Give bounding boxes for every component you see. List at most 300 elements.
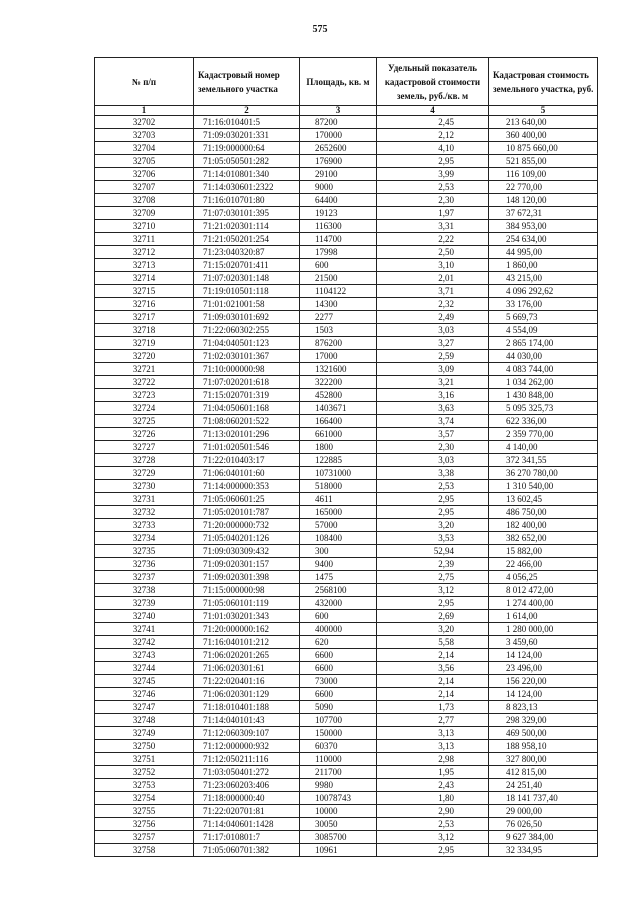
table-row [95,324,598,337]
specific-value-cell: 2,14 [377,649,489,662]
row-number-cell: 32713 [95,259,194,272]
cadastral-value-cell: 4 554,09 [489,324,598,337]
specific-value-cell: 2,22 [377,233,489,246]
page-number: 575 [312,24,328,35]
cadastral-value-cell: 2 359 770,00 [489,428,598,441]
cadastral-value-cell: 412 815,00 [489,766,598,779]
area-cell: 452800 [300,389,377,402]
cadastral-value-cell: 8 012 472,00 [489,584,598,597]
cadastral-value-cell: 23 496,00 [489,662,598,675]
cadastral-value-cell: 1 310 540,00 [489,480,598,493]
area-cell: 9000 [300,181,377,194]
row-number-cell: 32735 [95,545,194,558]
cadastral-number-cell: 71:16:010401:5 [194,116,300,129]
area-cell: 432000 [300,597,377,610]
specific-value-cell: 2,12 [377,129,489,142]
table-row [95,142,598,155]
specific-value-cell: 2,53 [377,818,489,831]
cadastral-number-cell: 71:05:060601:25 [194,493,300,506]
table-row [95,480,598,493]
row-number-cell: 32722 [95,376,194,389]
header-row [95,58,598,106]
specific-value-cell: 1,97 [377,207,489,220]
cadastral-value-cell: 15 882,00 [489,545,598,558]
area-cell: 10731000 [300,467,377,480]
table-row [95,688,598,701]
area-cell: 661000 [300,428,377,441]
table-row [95,818,598,831]
table-row [95,259,598,272]
area-cell: 1403671 [300,402,377,415]
area-cell: 2652600 [300,142,377,155]
table-row [95,220,598,233]
cadastral-value-cell: 37 672,31 [489,207,598,220]
specific-value-cell: 2,53 [377,181,489,194]
area-cell: 1503 [300,324,377,337]
specific-value-cell: 2,95 [377,844,489,857]
cadastral-number-cell: 71:22:020401:16 [194,675,300,688]
table-row [95,675,598,688]
specific-value-cell: 3,38 [377,467,489,480]
cadastral-number-cell: 71:15:000000:98 [194,584,300,597]
area-cell: 29100 [300,168,377,181]
cadastral-number-cell: 71:05:060101:119 [194,597,300,610]
cadastral-number-cell: 71:04:040501:123 [194,337,300,350]
cadastral-number-cell: 71:06:020201:265 [194,649,300,662]
specific-value-cell: 3,71 [377,285,489,298]
cadastral-value-cell: 622 336,00 [489,415,598,428]
row-number-cell: 32731 [95,493,194,506]
specific-value-cell: 2,53 [377,480,489,493]
row-number-cell: 32726 [95,428,194,441]
area-cell: 17998 [300,246,377,259]
specific-value-cell: 3,53 [377,532,489,545]
area-cell: 14300 [300,298,377,311]
specific-value-cell: 3,13 [377,740,489,753]
cadastral-number-cell: 71:07:020201:618 [194,376,300,389]
table-row [95,805,598,818]
cadastral-value-cell: 182 400,00 [489,519,598,532]
table-row [95,376,598,389]
specific-value-cell: 3,10 [377,259,489,272]
cadastral-value-cell: 3 459,60 [489,636,598,649]
area-cell: 2568100 [300,584,377,597]
cadastral-value-cell: 382 652,00 [489,532,598,545]
cadastral-number-cell: 71:21:050201:254 [194,233,300,246]
cadastral-number-cell: 71:14:040101:43 [194,714,300,727]
cadastral-number-cell: 71:16:010701:80 [194,194,300,207]
row-number-cell: 32750 [95,740,194,753]
area-cell: 9400 [300,558,377,571]
table-row [95,272,598,285]
specific-value-cell: 3,16 [377,389,489,402]
area-cell: 17000 [300,350,377,363]
table-row [95,129,598,142]
row-number-cell: 32751 [95,753,194,766]
row-number-cell: 32756 [95,818,194,831]
table-row [95,623,598,636]
cadastral-value-cell: 1 430 848,00 [489,389,598,402]
column-number: 1 [95,106,194,116]
area-cell: 620 [300,636,377,649]
cadastral-number-cell: 71:01:021001:58 [194,298,300,311]
table-row [95,831,598,844]
cadastral-value-cell: 469 500,00 [489,727,598,740]
specific-value-cell: 2,39 [377,558,489,571]
cadastral-value-cell: 521 855,00 [489,155,598,168]
cadastral-value-cell: 8 823,13 [489,701,598,714]
area-cell: 170000 [300,129,377,142]
specific-value-cell: 3,63 [377,402,489,415]
row-number-cell: 32720 [95,350,194,363]
table-row [95,337,598,350]
row-number-cell: 32705 [95,155,194,168]
row-number-cell: 32754 [95,792,194,805]
table-row [95,428,598,441]
area-cell: 400000 [300,623,377,636]
area-cell: 9980 [300,779,377,792]
cadastral-number-cell: 71:01:020501:546 [194,441,300,454]
cadastral-number-cell: 71:14:000000:353 [194,480,300,493]
table-row [95,389,598,402]
cadastral-value-cell: 1 034 262,00 [489,376,598,389]
cadastral-number-cell: 71:22:020701:81 [194,805,300,818]
cadastral-number-cell: 71:09:030101:692 [194,311,300,324]
cadastral-value-cell: 372 341,55 [489,454,598,467]
cadastral-value-cell: 24 251,40 [489,779,598,792]
area-cell: 19123 [300,207,377,220]
cadastral-number-cell: 71:12:050211:116 [194,753,300,766]
cadastral-value-cell: 327 800,00 [489,753,598,766]
cadastral-value-cell: 33 176,00 [489,298,598,311]
cadastral-number-cell: 71:23:040320:87 [194,246,300,259]
cadastral-value-cell: 148 120,00 [489,194,598,207]
row-number-cell: 32707 [95,181,194,194]
area-cell: 73000 [300,675,377,688]
table-row [95,610,598,623]
table-row [95,636,598,649]
specific-value-cell: 2,75 [377,571,489,584]
row-number-cell: 32749 [95,727,194,740]
cadastral-value-cell: 1 280 000,00 [489,623,598,636]
area-cell: 876200 [300,337,377,350]
table-row [95,168,598,181]
cadastral-number-cell: 71:15:020701:411 [194,259,300,272]
row-number-cell: 32712 [95,246,194,259]
row-number-cell: 32742 [95,636,194,649]
specific-value-cell: 2,59 [377,350,489,363]
cadastral-number-cell: 71:05:060701:382 [194,844,300,857]
specific-value-cell: 3,12 [377,584,489,597]
table-row [95,441,598,454]
cadastral-value-cell: 43 215,00 [489,272,598,285]
area-cell: 6600 [300,662,377,675]
cadastral-value-cell: 36 270 780,00 [489,467,598,480]
cadastral-number-cell: 71:06:040101:60 [194,467,300,480]
row-number-cell: 32740 [95,610,194,623]
row-number-cell: 32704 [95,142,194,155]
cadastral-number-cell: 71:09:020301:398 [194,571,300,584]
area-cell: 122885 [300,454,377,467]
cadastral-value-cell: 298 329,00 [489,714,598,727]
cadastral-number-cell: 71:14:040601:1428 [194,818,300,831]
table-row [95,727,598,740]
area-cell: 60370 [300,740,377,753]
cadastral-value-cell: 29 000,00 [489,805,598,818]
row-number-cell: 32752 [95,766,194,779]
cadastral-number-cell: 71:14:010801:340 [194,168,300,181]
table-row [95,584,598,597]
specific-value-cell: 1,73 [377,701,489,714]
table-row [95,194,598,207]
cadastral-value-cell: 32 334,95 [489,844,598,857]
row-number-cell: 32743 [95,649,194,662]
area-cell: 57000 [300,519,377,532]
row-number-cell: 32716 [95,298,194,311]
specific-value-cell: 2,01 [377,272,489,285]
cadastral-value-cell: 44 995,00 [489,246,598,259]
area-cell: 30050 [300,818,377,831]
table-row [95,701,598,714]
specific-value-cell: 3,12 [377,831,489,844]
cadastral-number-cell: 71:02:030101:367 [194,350,300,363]
row-number-cell: 32727 [95,441,194,454]
cadastral-number-cell: 71:18:010401:188 [194,701,300,714]
specific-value-cell: 3,57 [377,428,489,441]
specific-value-cell: 2,14 [377,675,489,688]
cadastral-value-cell: 4 056,25 [489,571,598,584]
table-row [95,311,598,324]
cadastral-value-cell: 1 860,00 [489,259,598,272]
cadastral-number-cell: 71:21:020301:114 [194,220,300,233]
row-number-cell: 32706 [95,168,194,181]
cadastral-number-cell: 71:16:040101:212 [194,636,300,649]
cadastral-value-cell: 9 627 384,00 [489,831,598,844]
cadastral-number-cell: 71:05:020101:787 [194,506,300,519]
column-number-row [95,106,598,116]
area-cell: 6600 [300,688,377,701]
cadastral-number-cell: 71:06:020301:61 [194,662,300,675]
specific-value-cell: 3,27 [377,337,489,350]
table-row [95,506,598,519]
specific-value-cell: 3,20 [377,519,489,532]
area-cell: 165000 [300,506,377,519]
cadastral-value-cell: 188 958,10 [489,740,598,753]
cadastral-value-cell: 213 640,00 [489,116,598,129]
area-cell: 1475 [300,571,377,584]
row-number-cell: 32730 [95,480,194,493]
table-row [95,285,598,298]
table-header [95,58,598,116]
row-number-cell: 32702 [95,116,194,129]
row-number-cell: 32739 [95,597,194,610]
specific-value-cell: 3,99 [377,168,489,181]
table-body [95,116,598,857]
area-cell: 6600 [300,649,377,662]
cadastral-number-cell: 71:20:000000:162 [194,623,300,636]
table-row [95,558,598,571]
table-row [95,298,598,311]
area-cell: 2277 [300,311,377,324]
specific-value-cell: 2,90 [377,805,489,818]
area-cell: 1800 [300,441,377,454]
row-number-cell: 32715 [95,285,194,298]
area-cell: 211700 [300,766,377,779]
cadastral-number-cell: 71:01:030201:343 [194,610,300,623]
specific-value-cell: 3,21 [377,376,489,389]
cadastral-number-cell: 71:22:060302:255 [194,324,300,337]
table-row [95,246,598,259]
specific-value-cell: 2,32 [377,298,489,311]
area-cell: 600 [300,610,377,623]
cadastral-number-cell: 71:07:020301:148 [194,272,300,285]
cadastral-number-cell: 71:09:030201:331 [194,129,300,142]
specific-value-cell: 1,80 [377,792,489,805]
cadastral-value-cell: 116 109,00 [489,168,598,181]
row-number-cell: 32724 [95,402,194,415]
row-number-cell: 32737 [95,571,194,584]
cadastral-number-cell: 71:09:020301:157 [194,558,300,571]
row-number-cell: 32738 [95,584,194,597]
table-row [95,740,598,753]
table-row [95,766,598,779]
cadastral-number-cell: 71:23:060203:406 [194,779,300,792]
area-cell: 21500 [300,272,377,285]
cadastral-number-cell: 71:03:050401:272 [194,766,300,779]
cadastral-value-cell: 2 865 174,00 [489,337,598,350]
specific-value-cell: 2,95 [377,493,489,506]
area-cell: 3085700 [300,831,377,844]
area-cell: 176900 [300,155,377,168]
area-cell: 10961 [300,844,377,857]
area-cell: 518000 [300,480,377,493]
cadastral-number-cell: 71:15:020701:319 [194,389,300,402]
row-number-cell: 32744 [95,662,194,675]
cadastral-number-cell: 71:18:000000:40 [194,792,300,805]
specific-value-cell: 3,13 [377,727,489,740]
specific-value-cell: 2,50 [377,246,489,259]
cadastral-value-cell: 22 466,00 [489,558,598,571]
cadastral-value-cell: 14 124,00 [489,688,598,701]
table-row [95,116,598,129]
area-cell: 10000 [300,805,377,818]
row-number-cell: 32728 [95,454,194,467]
table-row [95,233,598,246]
header-area: Площадь, кв. м [300,58,377,106]
cadastral-number-cell: 71:17:010801:7 [194,831,300,844]
specific-value-cell: 2,95 [377,506,489,519]
specific-value-cell: 2,95 [377,155,489,168]
area-cell: 108400 [300,532,377,545]
area-cell: 107700 [300,714,377,727]
table-row [95,402,598,415]
table-row [95,753,598,766]
cadastral-value-cell: 76 026,50 [489,818,598,831]
area-cell: 150000 [300,727,377,740]
row-number-cell: 32725 [95,415,194,428]
header-row-number: № п/п [95,58,194,106]
specific-value-cell: 3,03 [377,324,489,337]
cadastral-value-cell: 156 220,00 [489,675,598,688]
cadastral-value-cell: 4 140,00 [489,441,598,454]
specific-value-cell: 3,56 [377,662,489,675]
cadastral-value-cell: 4 096 292,62 [489,285,598,298]
cadastral-value-cell: 384 953,00 [489,220,598,233]
specific-value-cell: 2,77 [377,714,489,727]
cadastral-value-cell: 254 634,00 [489,233,598,246]
cadastral-value-cell: 1 614,00 [489,610,598,623]
column-number: 5 [489,106,598,116]
area-cell: 4611 [300,493,377,506]
row-number-cell: 32729 [95,467,194,480]
table-row [95,571,598,584]
specific-value-cell: 3,31 [377,220,489,233]
table-row [95,545,598,558]
row-number-cell: 32736 [95,558,194,571]
cadastral-value-cell: 360 400,00 [489,129,598,142]
cadastral-number-cell: 71:12:000000:932 [194,740,300,753]
row-number-cell: 32747 [95,701,194,714]
row-number-cell: 32719 [95,337,194,350]
specific-value-cell: 4,10 [377,142,489,155]
cadastral-number-cell: 71:05:050501:282 [194,155,300,168]
area-cell: 5090 [300,701,377,714]
cadastral-number-cell: 71:22:010403:17 [194,454,300,467]
cadastral-number-cell: 71:06:020301:129 [194,688,300,701]
specific-value-cell: 3,74 [377,415,489,428]
table-row [95,181,598,194]
cadastral-number-cell: 71:07:030101:395 [194,207,300,220]
cadastral-value-cell: 13 602,45 [489,493,598,506]
table-row [95,454,598,467]
table-row [95,415,598,428]
cadastral-value-cell: 486 750,00 [489,506,598,519]
specific-value-cell: 1,95 [377,766,489,779]
specific-value-cell: 2,69 [377,610,489,623]
header-cadastral-value: Кадастровая стоимость земельного участка, руб. [489,58,598,106]
row-number-cell: 32758 [95,844,194,857]
row-number-cell: 32755 [95,805,194,818]
row-number-cell: 32711 [95,233,194,246]
cadastral-value-cell: 5 095 325,73 [489,402,598,415]
area-cell: 322200 [300,376,377,389]
table-row [95,493,598,506]
table-row [95,779,598,792]
specific-value-cell: 2,30 [377,194,489,207]
table-row [95,649,598,662]
specific-value-cell: 3,09 [377,363,489,376]
row-number-cell: 32745 [95,675,194,688]
cadastral-value-cell: 1 274 400,00 [489,597,598,610]
cadastral-number-cell: 71:12:060309:107 [194,727,300,740]
area-cell: 1321600 [300,363,377,376]
specific-value-cell: 2,30 [377,441,489,454]
header-specific-value: Удельный показатель кадастровой стоимости земель, руб./кв. м [377,58,489,106]
cadastral-value-cell: 14 124,00 [489,649,598,662]
area-cell: 64400 [300,194,377,207]
cadastral-value-table [94,57,598,857]
table-row [95,467,598,480]
row-number-cell: 32733 [95,519,194,532]
cadastral-number-cell: 71:09:030309:432 [194,545,300,558]
cadastral-number-cell: 71:08:060201:522 [194,415,300,428]
area-cell: 10078743 [300,792,377,805]
header-cadastral-number: Кадастровый номер земельного участка [194,58,300,106]
specific-value-cell: 52,94 [377,545,489,558]
row-number-cell: 32741 [95,623,194,636]
specific-value-cell: 2,98 [377,753,489,766]
area-cell: 1104122 [300,285,377,298]
